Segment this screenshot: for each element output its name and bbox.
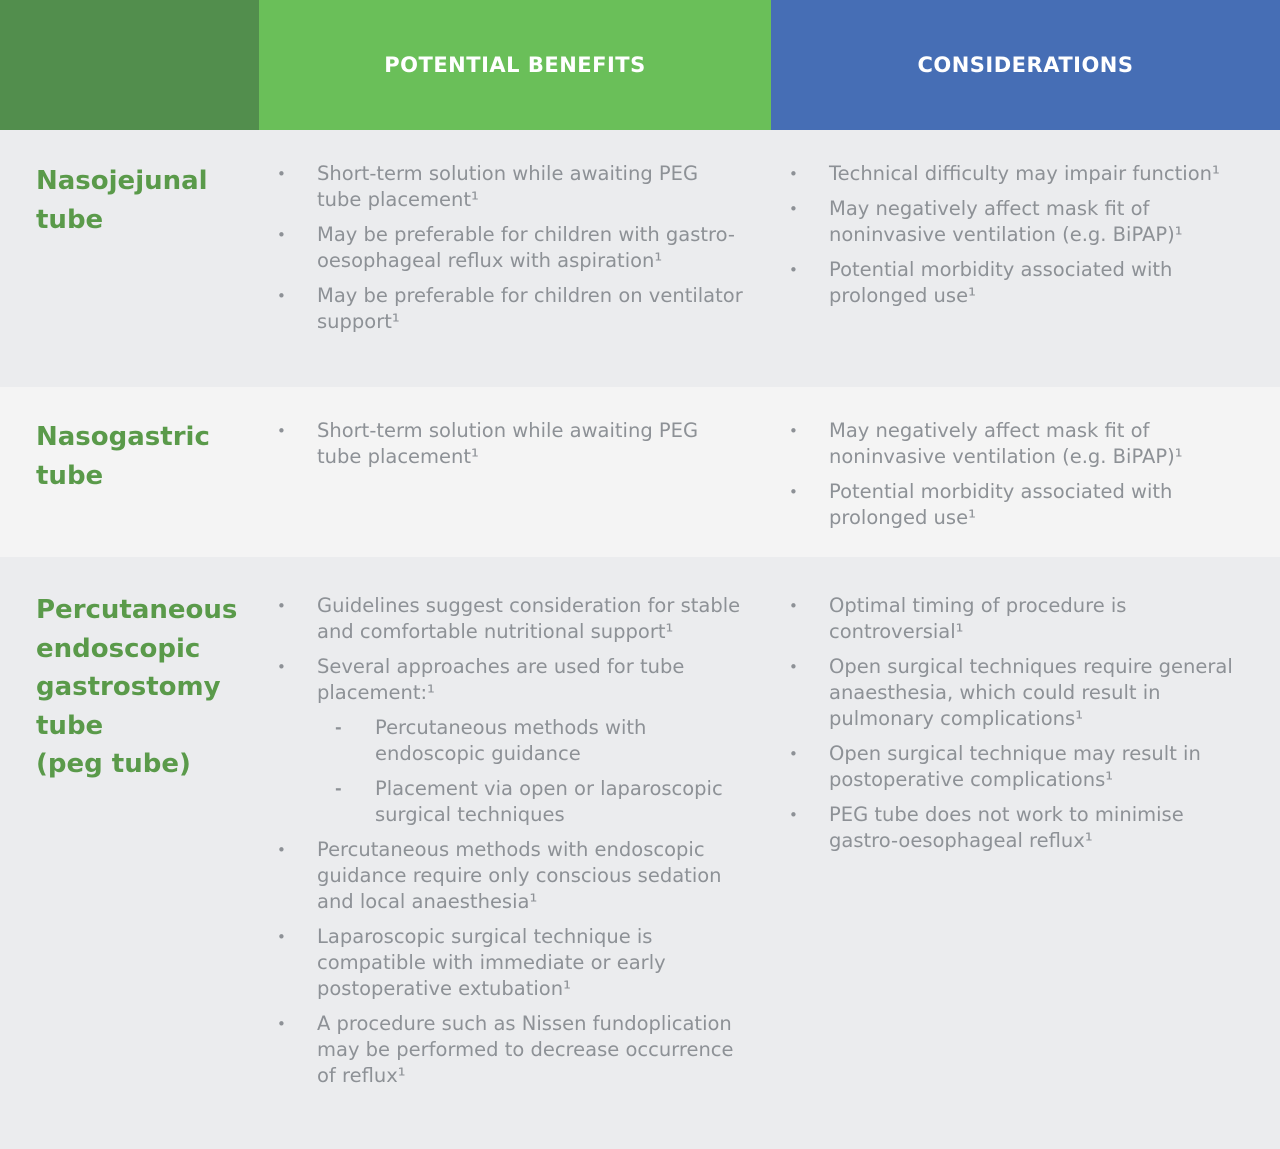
sub-list-item: [277, 715, 743, 767]
list-item-text: PEG tube does not work to minimise gastro-oesophageal reflux¹: [829, 803, 1184, 852]
list-item: [277, 1011, 743, 1089]
bullet-icon: •: [789, 597, 798, 615]
list-item: [789, 161, 1250, 187]
list-item: [277, 283, 743, 335]
list-item: [789, 418, 1250, 470]
bullet-icon: •: [277, 422, 286, 440]
list-item-text: Several approaches are used for tube placement:¹: [317, 655, 685, 704]
bullet-icon: •: [277, 287, 286, 305]
bullet-icon: •: [277, 226, 286, 244]
list-item-text: Laparoscopic surgical technique is compatible with immediate or early postoperative extubation¹: [317, 925, 666, 1000]
list-item: [277, 161, 743, 213]
list-item-text: Potential morbidity associated with prolonged use¹: [829, 480, 1173, 529]
list-item-text: May be preferable for children on ventilator support¹: [317, 284, 743, 333]
sub-list-item: [277, 776, 743, 828]
list-item: [277, 837, 743, 915]
table-row-nasojejunal: [0, 130, 1280, 387]
list-item: [789, 802, 1250, 854]
list-item: [277, 654, 743, 706]
row-label-cell: [0, 387, 259, 557]
header-considerations: [771, 0, 1280, 130]
bullet-icon: •: [789, 483, 798, 501]
list-item-text: Guidelines suggest consideration for stable and comfortable nutritional support¹: [317, 594, 741, 643]
considerations-cell: [771, 557, 1280, 1149]
list-item: [789, 196, 1250, 248]
table-row-peg-tube: [0, 557, 1280, 1149]
benefits-cell: [259, 387, 771, 557]
table-row-nasogastric: [0, 387, 1280, 557]
bullet-icon: •: [277, 1015, 286, 1033]
list-item: [277, 924, 743, 1002]
list-item-text: Optimal timing of procedure is controversial¹: [829, 594, 1127, 643]
list-item-text: Short-term solution while awaiting PEG tube placement¹: [317, 162, 699, 211]
benefits-cell: [259, 557, 771, 1149]
header-blank-cell: [0, 0, 259, 130]
benefits-cell: [259, 130, 771, 387]
list-item: [789, 257, 1250, 309]
list-item: [789, 479, 1250, 531]
list-item-text: Short-term solution while awaiting PEG tube placement¹: [317, 419, 699, 468]
bullet-icon: •: [789, 165, 798, 183]
header-considerations-label: CONSIDERATIONS: [917, 53, 1134, 77]
bullet-icon: •: [277, 928, 286, 946]
row-label-cell: [0, 557, 259, 1149]
list-item: [789, 654, 1250, 732]
list-item-text: May negatively affect mask fit of noninvasive ventilation (e.g. BiPAP)¹: [829, 419, 1183, 468]
header-benefits-label: POTENTIAL BENEFITS: [384, 53, 646, 77]
bullet-icon: •: [789, 200, 798, 218]
list-item-text: May negatively affect mask fit of noninvasive ventilation (e.g. BiPAP)¹: [829, 197, 1183, 246]
considerations-cell: [771, 387, 1280, 557]
bullet-icon: •: [789, 422, 798, 440]
list-item-text: A procedure such as Nissen fundoplication may be performed to decrease occurrence of reflux¹: [317, 1012, 734, 1087]
bullet-icon: •: [789, 806, 798, 824]
list-item-text: May be preferable for children with gastro-oesophageal reflux with aspiration¹: [317, 223, 735, 272]
bullet-icon: •: [789, 745, 798, 763]
list-item-text: Technical difficulty may impair function¹: [829, 162, 1220, 185]
row-label: Percutaneous endoscopic gastrostomy tube (peg tube): [36, 595, 238, 779]
bullet-icon: •: [277, 597, 286, 615]
header-benefits: [259, 0, 771, 130]
row-label: Nasogastric tube: [36, 422, 210, 491]
list-item-text: Open surgical techniques require general anaesthesia, which could result in pulmonary complications¹: [829, 655, 1233, 730]
row-label-cell: [0, 130, 259, 387]
bullet-icon: •: [789, 261, 798, 279]
dash-icon: -: [335, 718, 342, 737]
sub-list-item-text: Percutaneous methods with endoscopic guidance: [375, 716, 647, 765]
row-label: Nasojejunal tube: [36, 166, 208, 235]
list-item: [277, 418, 743, 470]
list-item-text: Open surgical technique may result in postoperative complications¹: [829, 742, 1201, 791]
list-item: [789, 741, 1250, 793]
sub-list-item-text: Placement via open or laparoscopic surgical techniques: [375, 777, 723, 826]
bullet-icon: •: [277, 658, 286, 676]
list-item: [277, 222, 743, 274]
list-item-text: Percutaneous methods with endoscopic guidance require only conscious sedation and local anaesthesia¹: [317, 838, 722, 913]
considerations-cell: [771, 130, 1280, 387]
bullet-icon: •: [277, 841, 286, 859]
list-item: [277, 593, 743, 645]
bullet-icon: •: [277, 165, 286, 183]
table-header: [0, 0, 1280, 130]
list-item: [789, 593, 1250, 645]
dash-icon: -: [335, 779, 342, 798]
list-item-text: Potential morbidity associated with prolonged use¹: [829, 258, 1173, 307]
bullet-icon: •: [789, 658, 798, 676]
